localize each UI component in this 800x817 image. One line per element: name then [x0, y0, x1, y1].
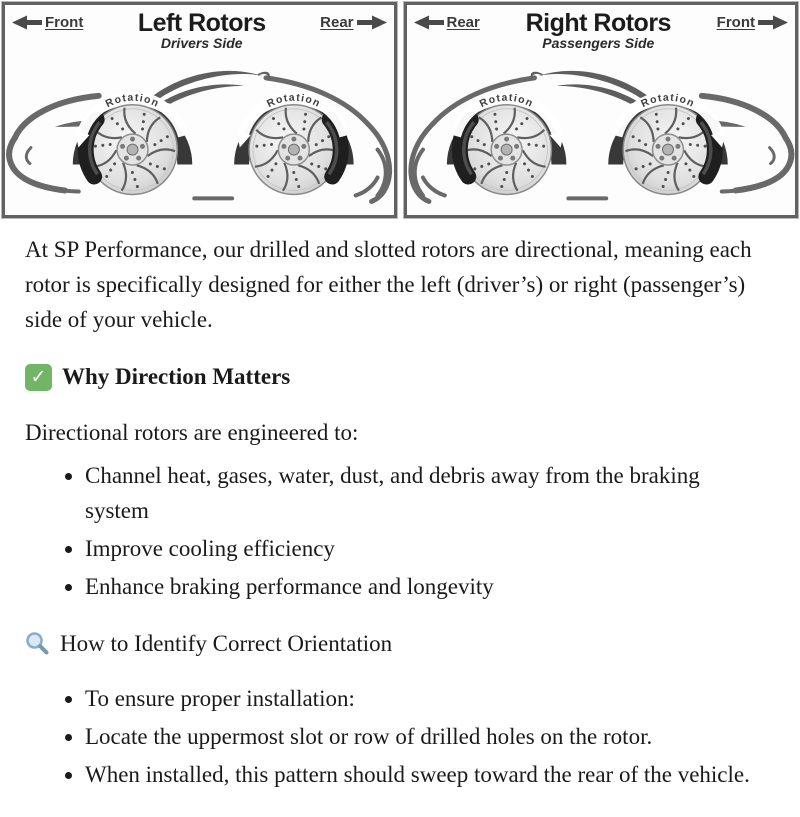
rotation-label: Rotation: [104, 92, 162, 111]
section-heading-text: How to Identify Correct Orientation: [60, 630, 393, 656]
front-corner: [717, 14, 788, 31]
front-corner: [12, 14, 83, 31]
check-icon: [25, 364, 52, 391]
section-lead: Directional rotors are engineered to:: [25, 419, 359, 445]
list-item: • When installed, this pattern should sweep toward the rear of the vehicle.: [85, 757, 768, 792]
corner-label-front: Front: [45, 14, 84, 31]
corner-label-rear: Rear: [320, 14, 354, 31]
arrow-right-icon: [357, 15, 387, 30]
arrow-left-icon: [414, 15, 444, 30]
panel-title-block: [83, 10, 320, 51]
list-item: • Channel heat, gases, water, dust, and debris away from the braking system: [85, 458, 768, 528]
article: [0, 232, 800, 817]
panel-subtitle: Drivers Side: [160, 35, 243, 52]
intro-paragraph: At SP Performance, our drilled and slotted rotors are directional, meaning each rotor is specifically designed for either the left (driver’s) or right (passenger’s) side of your vehicle.: [25, 237, 752, 333]
arrow-left-icon: [12, 15, 42, 30]
right-panel-header: [407, 5, 796, 51]
list-item: • Enhance braking performance and longevity: [85, 569, 768, 604]
rotor-direction-diagram: [0, 0, 800, 218]
list-item: • Locate the uppermost slot or row of drilled holes on the rotor.: [85, 719, 768, 754]
list-item: • Improve cooling efficiency: [85, 531, 768, 566]
panel-title: Left Rotors: [137, 9, 266, 37]
installation-list: [25, 681, 768, 793]
rear-corner: [414, 14, 480, 31]
section-heading-why-direction-matters: [25, 364, 768, 391]
section-heading-identify-orientation: [25, 631, 768, 657]
corner-label-front: Front: [716, 14, 755, 31]
list-item: • To ensure proper installation:: [85, 681, 768, 716]
magnifier-icon: [25, 631, 50, 656]
benefits-list: [25, 458, 768, 605]
panel-title: Right Rotors: [525, 9, 671, 37]
panel-title-block: [480, 10, 717, 51]
car-illustration-left: [5, 52, 394, 211]
rear-corner: [320, 14, 386, 31]
section-heading-text: Why Direction Matters: [62, 364, 291, 390]
left-panel-header: [5, 5, 394, 51]
right-rotors-panel: [404, 2, 799, 218]
corner-label-rear: Rear: [446, 14, 480, 31]
arrow-right-icon: [758, 15, 788, 30]
left-rotors-panel: [2, 2, 397, 218]
panel-subtitle: Passengers Side: [542, 35, 655, 52]
car-illustration-right: [407, 52, 796, 211]
rotation-label: Rotation: [639, 92, 696, 111]
rotation-label: Rotation: [477, 92, 535, 111]
rotation-label: Rotation: [265, 92, 323, 111]
